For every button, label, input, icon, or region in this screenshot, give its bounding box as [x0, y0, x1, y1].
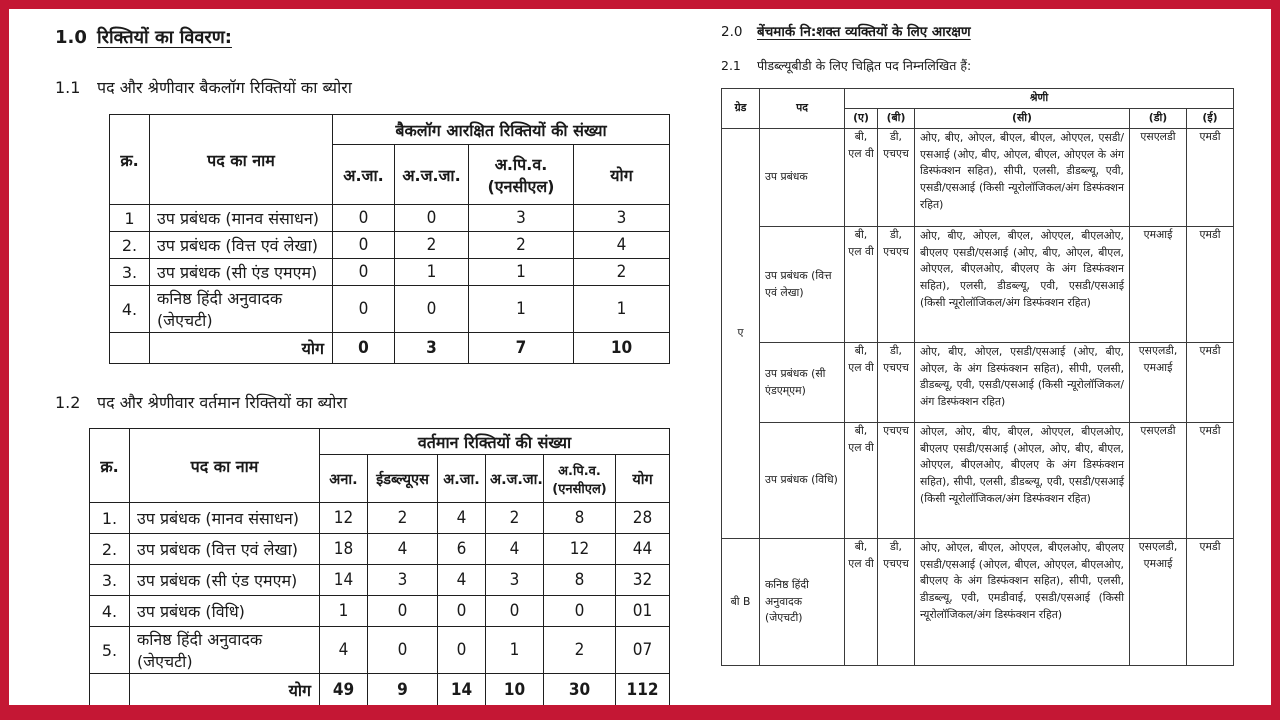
cell-sno: 2. — [90, 534, 130, 565]
cell-post: उप प्रबंधक (मानव संसाधन) — [130, 503, 320, 534]
section-2-1-number: 2.1 — [721, 58, 741, 73]
section-2-1-heading — [721, 57, 1271, 74]
cell-category-b: डी, एचएच — [878, 539, 915, 666]
cell-value: 0 — [438, 627, 486, 674]
cell-value: 4 — [320, 627, 368, 674]
total-value: 30 — [544, 674, 616, 707]
cell-value: 0 — [395, 286, 469, 333]
col-header-post: पद का नाम — [150, 115, 333, 205]
cell-value: 2 — [395, 232, 469, 259]
cell-post: कनिष्ठ हिंदी अनुवादक (जेएचटी) — [760, 539, 845, 666]
cell-value: 0 — [368, 627, 438, 674]
cell-value: 28 — [616, 503, 670, 534]
section-1-1-title: पद और श्रेणीवार बैकलॉग रिक्तियों का ब्योरा — [97, 78, 352, 97]
total-value: 14 — [438, 674, 486, 707]
cell-value: 0 — [438, 596, 486, 627]
cell-value: 4 — [438, 503, 486, 534]
cell-value: 0 — [333, 232, 395, 259]
cell-value: 14 — [320, 565, 368, 596]
col-header-ur: अना. — [320, 455, 368, 503]
col-header-ews: ईडब्ल्यूएस — [368, 455, 438, 503]
table-row — [110, 259, 670, 286]
cell-value: 1 — [574, 286, 670, 333]
total-value: 3 — [395, 333, 469, 364]
table-row — [90, 503, 670, 534]
group-header-backlog: बैकलॉग आरक्षित रिक्तियों की संख्या — [333, 115, 670, 145]
pwbd-posts-table — [721, 88, 1234, 666]
cell-category-b: डी, एचएच — [878, 343, 915, 423]
cell-sno: 5. — [90, 627, 130, 674]
cell-category-d: एसएलडी — [1130, 129, 1187, 227]
col-header-st: अ.ज.जा. — [486, 455, 544, 503]
table-header-row — [722, 89, 1234, 109]
cell-value: 3 — [574, 205, 670, 232]
cell-value: 4 — [368, 534, 438, 565]
cell-value: 0 — [333, 205, 395, 232]
section-1-1-heading — [55, 76, 709, 98]
col-header-grade: ग्रेड — [722, 89, 760, 129]
col-header-a: (ए) — [845, 109, 878, 129]
cell-value: 3 — [469, 205, 574, 232]
cell-value: 1 — [469, 259, 574, 286]
cell-category-b: डी, एचएच — [878, 129, 915, 227]
cell-value: 32 — [616, 565, 670, 596]
table-header-row — [110, 115, 670, 145]
left-column — [9, 9, 709, 705]
cell-post: उप प्रबंधक (सी एंड एमएम) — [130, 565, 320, 596]
cell-value: 44 — [616, 534, 670, 565]
col-header-c: (सी) — [915, 109, 1130, 129]
cell-category-a: बी, एल वी — [845, 227, 878, 343]
total-value: 7 — [469, 333, 574, 364]
cell-value: 12 — [544, 534, 616, 565]
cell-value: 4 — [486, 534, 544, 565]
cell-category-a: बी, एल वी — [845, 129, 878, 227]
cell-value: 0 — [333, 259, 395, 286]
table-row — [90, 627, 670, 674]
cell-value: 2 — [574, 259, 670, 286]
cell-category-c: ओए, बीए, ओएल, एसडी/एसआई (ओए, बीए, ओएल, के अंग डिस्फंक्शन सहित), सीपी, एलसी, डीडब्ल्यू, एवी, एसडी/एसआई (किसी न्यूरोलॉजिकल/अंग डिस्फंक्शन रहित) — [915, 343, 1130, 423]
cell-value: 4 — [574, 232, 670, 259]
backlog-vacancies-table — [109, 114, 670, 364]
cell-category-e: एमडी — [1187, 423, 1234, 539]
cell-value: 8 — [544, 565, 616, 596]
cell-category-c: ओएल, ओए, बीए, बीएल, ओएएल, बीएलओए, बीएलए एसडी/एसआई (ओएल, ओए, बीए, बीएल, ओएएल, बीएलओए, बीएलए के अंग डिस्फंक्शन सहित), सीपी, एलसी, डीडब्ल्यू, एवी, एसडी/एसआई (किसी न्यूरोलॉजिकल/अंग डिस्फंक्शन रहित) — [915, 423, 1130, 539]
col-header-obc: अ.पि.व. (एनसीएल) — [469, 145, 574, 205]
total-label: योग — [130, 674, 320, 707]
table-header-row — [90, 429, 670, 455]
total-value: 10 — [486, 674, 544, 707]
cell-category-c: ओए, ओएल, बीएल, ओएएल, बीएलओए, बीएलए एसडी/एसआई (ओएल, बीएल, ओएएल, बीएलओए, बीएलए के अंग डिस्फंक्शन सहित), सीपी, एलसी, डीडब्ल्यू, एवी, एमडीवाई, एसडी/एसआई (किसी न्यूरोलॉजिकल/अंग डिस्फंक्शन रहित) — [915, 539, 1130, 666]
cell-value: 0 — [486, 596, 544, 627]
cell-value: 3 — [368, 565, 438, 596]
cell-blank — [110, 333, 150, 364]
total-label: योग — [150, 333, 333, 364]
cell-category-c: ओए, बीए, ओएल, बीएल, बीएल, ओएएल, एसडी/एसआई (ओए, बीए, ओएल, बीएल, ओएएल के अंग डिस्फंक्शन सहित), सीपी, एलसी, डीडब्ल्यू, एवी, एसडी/एसआई (किसी न्यूरोलॉजिकल/अंग डिस्फंक्शन रहित) — [915, 129, 1130, 227]
section-1-2-number: 1.2 — [55, 393, 81, 412]
cell-post: उप प्रबंधक (विधि) — [130, 596, 320, 627]
cell-category-d: एमआई — [1130, 227, 1187, 343]
cell-sno: 4. — [90, 596, 130, 627]
cell-value: 4 — [438, 565, 486, 596]
cell-category-e: एमडी — [1187, 343, 1234, 423]
col-header-total: योग — [574, 145, 670, 205]
cell-value: 0 — [395, 205, 469, 232]
cell-category-c: ओए, बीए, ओएल, बीएल, ओएएल, बीएलओए, बीएलए एसडी/एसआई (ओए, बीए, ओएल, बीएल, ओएएल, बीएलओए, बीएलए के अंग डिस्फंक्शन सहित), एलसी, डीडब्ल्यू, एवी, एसडी/एसआई (किसी न्यूरोलॉजिकल/अंग डिस्फंक्शन रहित) — [915, 227, 1130, 343]
cell-post: उप प्रबंधक (सी एंड एमएम) — [150, 259, 333, 286]
cell-category-d: एसएलडी — [1130, 423, 1187, 539]
section-1-1-number: 1.1 — [55, 78, 81, 97]
cell-value: 1 — [395, 259, 469, 286]
col-header-sno: क्र. — [110, 115, 150, 205]
col-header-post: पद — [760, 89, 845, 129]
section-1-2-title: पद और श्रेणीवार वर्तमान रिक्तियों का ब्योरा — [97, 393, 348, 412]
col-header-sno: क्र. — [90, 429, 130, 503]
section-2-number: 2.0 — [721, 24, 743, 40]
cell-post: उप प्रबंधक (वित्त एवं लेखा) — [130, 534, 320, 565]
col-header-st: अ.ज.जा. — [395, 145, 469, 205]
cell-category-b: डी, एचएच — [878, 227, 915, 343]
cell-category-d: एसएलडी, एमआई — [1130, 343, 1187, 423]
cell-post: उप प्रबंधक (वित्त एवं लेखा) — [150, 232, 333, 259]
group-header-category: श्रेणी — [845, 89, 1234, 109]
cell-value: 0 — [544, 596, 616, 627]
cell-value: 07 — [616, 627, 670, 674]
table-row — [722, 343, 1234, 423]
table-total-row — [90, 674, 670, 707]
cell-post: उप प्रबंधक (वित्त एवं लेखा) — [760, 227, 845, 343]
table-row — [722, 423, 1234, 539]
right-column — [709, 9, 1271, 705]
cell-sno: 1 — [110, 205, 150, 232]
cell-sno: 3. — [90, 565, 130, 596]
table-row — [722, 539, 1234, 666]
cell-value: 2 — [486, 503, 544, 534]
col-header-d: (डी) — [1130, 109, 1187, 129]
cell-post: उप प्रबंधक (विधि) — [760, 423, 845, 539]
table-row — [110, 205, 670, 232]
cell-sno: 4. — [110, 286, 150, 333]
cell-value: 2 — [469, 232, 574, 259]
col-header-sc: अ.जा. — [438, 455, 486, 503]
cell-category-e: एमडी — [1187, 129, 1234, 227]
total-value: 10 — [574, 333, 670, 364]
cell-value: 01 — [616, 596, 670, 627]
current-vacancies-table — [89, 428, 670, 707]
cell-value: 0 — [333, 286, 395, 333]
group-header-current: वर्तमान रिक्तियों की संख्या — [320, 429, 670, 455]
cell-post: कनिष्ठ हिंदी अनुवादक (जेएचटी) — [150, 286, 333, 333]
cell-category-a: बी, एल वी — [845, 539, 878, 666]
col-header-total: योग — [616, 455, 670, 503]
cell-category-b: एचएच — [878, 423, 915, 539]
cell-category-a: बी, एल वी — [845, 343, 878, 423]
cell-category-d: एसएलडी, एमआई — [1130, 539, 1187, 666]
section-1-number: 1.0 — [55, 27, 87, 48]
cell-value: 2 — [368, 503, 438, 534]
cell-value: 2 — [544, 627, 616, 674]
cell-post: उप प्रबंधक — [760, 129, 845, 227]
section-2-heading — [721, 22, 1271, 40]
col-header-e: (ई) — [1187, 109, 1234, 129]
cell-value: 6 — [438, 534, 486, 565]
cell-value: 12 — [320, 503, 368, 534]
cell-value: 3 — [486, 565, 544, 596]
cell-value: 0 — [368, 596, 438, 627]
cell-value: 1 — [320, 596, 368, 627]
grade-a-cell: ए — [722, 129, 760, 539]
total-value: 0 — [333, 333, 395, 364]
section-1-title: रिक्तियों का विवरण: — [97, 27, 232, 48]
cell-value: 1 — [486, 627, 544, 674]
table-row — [90, 565, 670, 596]
cell-value: 8 — [544, 503, 616, 534]
table-row — [90, 596, 670, 627]
grade-b-cell: बी B — [722, 539, 760, 666]
section-1-heading — [55, 25, 709, 49]
cell-category-e: एमडी — [1187, 227, 1234, 343]
col-header-sc: अ.जा. — [333, 145, 395, 205]
cell-value: 1 — [469, 286, 574, 333]
total-value: 112 — [616, 674, 670, 707]
section-2-title: बेंचमार्क नि:शक्त व्यक्तियों के लिए आरक्षण — [757, 24, 971, 40]
section-1-2-heading — [55, 391, 709, 413]
cell-category-a: बी, एल वी — [845, 423, 878, 539]
cell-value: 18 — [320, 534, 368, 565]
cell-post: उप प्रबंधक (मानव संसाधन) — [150, 205, 333, 232]
cell-blank — [90, 674, 130, 707]
table-row — [90, 534, 670, 565]
cell-category-e: एमडी — [1187, 539, 1234, 666]
total-value: 9 — [368, 674, 438, 707]
cell-sno: 3. — [110, 259, 150, 286]
table-row — [110, 286, 670, 333]
cell-post: कनिष्ठ हिंदी अनुवादक (जेएचटी) — [130, 627, 320, 674]
table-total-row — [110, 333, 670, 364]
table-row — [722, 227, 1234, 343]
col-header-b: (बी) — [878, 109, 915, 129]
total-value: 49 — [320, 674, 368, 707]
col-header-obc: अ.पि.व. (एनसीएल) — [544, 455, 616, 503]
cell-sno: 1. — [90, 503, 130, 534]
cell-post: उप प्रबंधक (सी एंडएम्एम) — [760, 343, 845, 423]
cell-sno: 2. — [110, 232, 150, 259]
table-row — [110, 232, 670, 259]
section-2-1-title: पीडब्ल्यूबीडी के लिए चिह्नित पद निम्नलिखित हैं: — [757, 58, 972, 73]
table-row — [722, 129, 1234, 227]
col-header-post: पद का नाम — [130, 429, 320, 503]
